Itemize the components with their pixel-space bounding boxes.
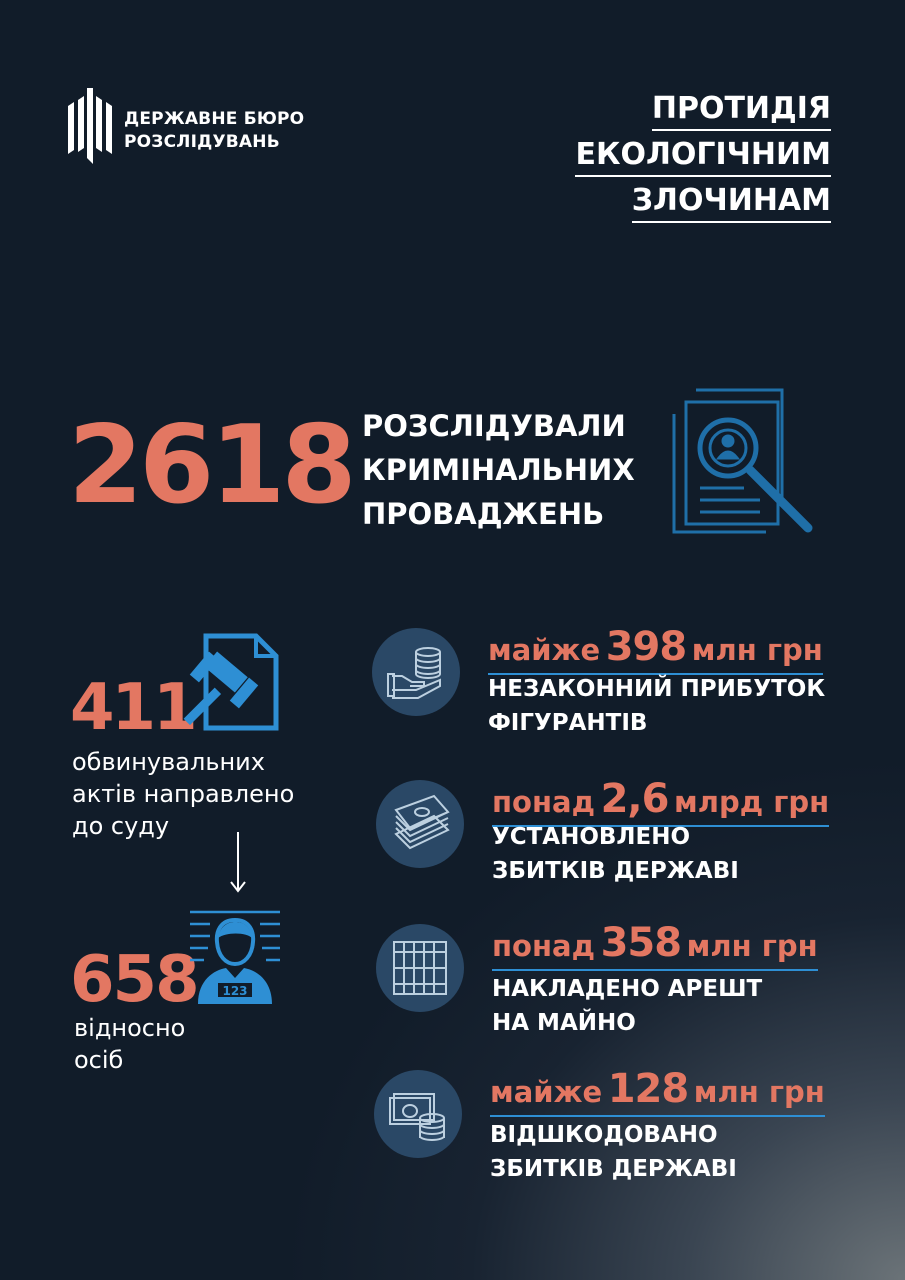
suspect-mugshot-icon [190,908,280,1004]
stat-qualifier: понад [492,785,595,819]
indictments-label-line-3: до суду [72,812,170,840]
document-magnifier-icon [664,388,814,536]
stat-description-line-2: ЗБИТКІВ ДЕРЖАВІ [490,1156,737,1182]
title-line-3: ЗЛОЧИНАМ [632,181,831,223]
proceedings-label-line-3: ПРОВАДЖЕНЬ [362,497,605,531]
stat-unit: млрд грн [674,785,830,819]
stat-description-line-1: ВІДШКОДОВАНО [490,1122,718,1148]
stat-unit: млн грн [693,1075,825,1109]
stat-icon-circle [376,780,464,868]
cash-coins-icon [388,1084,448,1144]
page-title [575,86,831,224]
indictments-label-line-2: актів направлено [72,780,295,808]
stat-description-line-1: НАКЛАДЕНО АРЕШТ [492,976,763,1002]
logo-text [124,108,304,154]
stat-description [490,1118,737,1186]
title-line-1: ПРОТИДІЯ [652,89,831,131]
stat-unit: млн грн [686,929,818,963]
money-stack-icon [390,794,450,854]
stat-icon-circle [372,628,460,716]
stat-qualifier: понад [492,929,595,963]
stat-amount [490,1066,825,1117]
persons-label [74,1012,185,1076]
stat-description [488,672,825,740]
dbr-emblem-icon [68,88,112,164]
coins-hand-icon [386,642,446,702]
indictments-count: 411 [70,671,195,745]
svg-text:123: 123 [222,984,248,998]
stat-value: 358 [600,920,682,966]
gavel-document-icon [176,632,280,732]
indictments-label [72,746,294,842]
arrow-down-icon [228,832,248,894]
indictments-label-line-1: обвинувальних [72,748,265,776]
title-line-2: ЕКОЛОГІЧНИМ [575,135,831,177]
stat-amount [492,920,818,971]
stat-description-line-1: НЕЗАКОННИЙ ПРИБУТОК [488,676,826,702]
proceedings-count: 2618 [68,403,353,528]
stat-qualifier: майже [488,633,601,667]
stat-value: 398 [605,624,687,670]
logo-line-2: РОЗСЛІДУВАНЬ [124,132,280,152]
stat-description-line-1: УСТАНОВЛЕНО [492,824,691,850]
stat-description-line-2: ЗБИТКІВ ДЕРЖАВІ [492,858,739,884]
persons-count: 658 [70,943,198,1017]
stat-description-line-2: НА МАЙНО [492,1010,636,1036]
persons-label-line-2: осіб [74,1046,124,1074]
proceedings-label-line-2: КРИМІНАЛЬНИХ [362,453,635,487]
logo-line-1: ДЕРЖАВНЕ БЮРО [124,109,305,129]
stat-description [492,972,762,1040]
stat-value: 2,6 [600,776,669,822]
proceedings-label [362,404,635,536]
stat-qualifier: майже [490,1075,603,1109]
persons-label-line-1: відносно [74,1014,186,1042]
stat-icon-circle [374,1070,462,1158]
stat-value: 128 [607,1066,689,1112]
stat-description-line-2: ФІГУРАНТІВ [488,710,648,736]
proceedings-label-line-1: РОЗСЛІДУВАЛИ [362,409,626,443]
stat-description [492,820,739,888]
stat-unit: млн грн [691,633,823,667]
prison-bars-icon [390,938,450,998]
stat-amount [488,624,823,675]
stat-icon-circle [376,924,464,1012]
